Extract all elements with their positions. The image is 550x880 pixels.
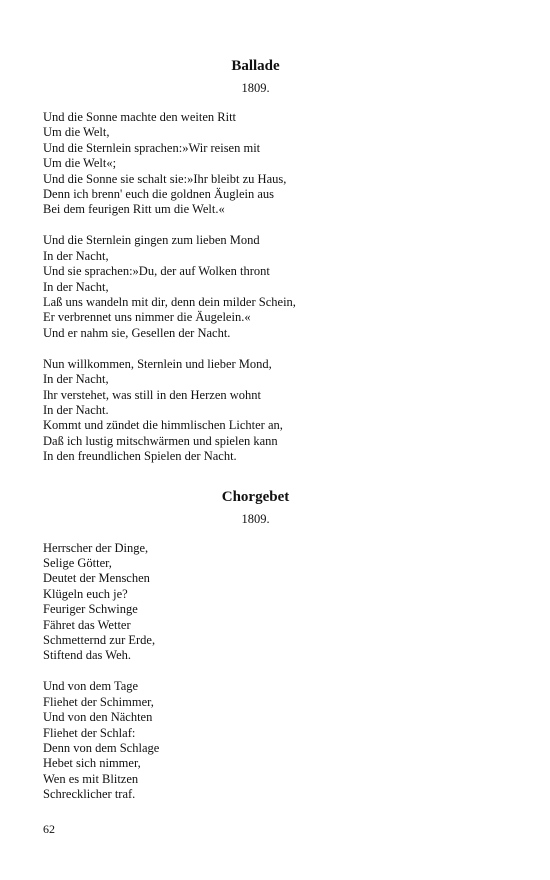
verse-line: Er verbrennet uns nimmer die Äugelein.« (43, 310, 251, 325)
verse-line: Um die Welt«; (43, 156, 117, 171)
stanza (43, 679, 468, 802)
verse-line: Schmetternd zur Erde, (43, 632, 156, 647)
poem-date: 1809. (241, 511, 270, 526)
verse-line: Und er nahm sie, Gesellen der Nacht. (43, 325, 231, 340)
verse-line: Selige Götter, (43, 555, 112, 570)
poem-title: Chorgebet (221, 488, 290, 505)
verse-line: In den freundlichen Spielen der Nacht. (43, 449, 237, 464)
verse-line: Ihr verstehet, was still in den Herzen wohnt (43, 387, 261, 402)
verse-line: In der Nacht, (43, 248, 109, 263)
verse-line: Laß uns wandeln mit dir, denn dein milder Schein, (43, 294, 296, 309)
verse-line: In der Nacht, (43, 372, 109, 387)
verse-line: Fähret das Wetter (43, 617, 131, 632)
verse-line: Und sie sprachen:»Du, der auf Wolken thront (43, 264, 270, 279)
verse-line: Und die Sonne sie schalt sie:»Ihr bleibt zu Haus, (43, 171, 287, 186)
verse-line: Bei dem feurigen Ritt um die Welt.« (43, 202, 225, 217)
stanza (43, 110, 468, 218)
verse-line: Fliehet der Schlaf: (43, 725, 136, 740)
stanzas (43, 541, 468, 803)
stanza (43, 541, 468, 664)
poem-chorgebet (43, 486, 468, 803)
verse-line: Wen es mit Blitzen (43, 771, 139, 786)
verse-line: Und die Sternlein sprachen:»Wir reisen mit (43, 140, 261, 155)
poem-ballade (43, 55, 468, 465)
verse-line: Und die Sonne machte den weiten Ritt (43, 110, 237, 124)
verse-line: Herrscher der Dinge, (43, 540, 149, 555)
verse-line: Und von dem Tage (43, 679, 139, 694)
stanza (43, 357, 468, 465)
verse-line: Daß ich lustig mitschwärmen und spielen kann (43, 433, 278, 448)
verse-line: Stiftend das Weh. (43, 648, 131, 663)
verse-line: In der Nacht. (43, 402, 109, 417)
verse-line: Um die Welt, (43, 125, 110, 140)
verse-line: Und die Sternlein gingen zum lieben Mond (43, 233, 260, 248)
verse-line: Nun willkommen, Sternlein und lieber Mond, (43, 356, 272, 371)
verse-line: Denn ich brenn' euch die goldnen Äuglein aus (43, 187, 275, 202)
stanzas (43, 110, 468, 465)
verse-line: In der Nacht, (43, 279, 109, 294)
verse-line: Deutet der Menschen (43, 571, 150, 586)
poem-date: 1809. (241, 81, 270, 95)
page-number: 62 (43, 822, 55, 836)
verse-line: Fliehet der Schimmer, (43, 694, 154, 709)
stanza (43, 233, 468, 341)
verse-line: Und von den Nächten (43, 710, 153, 725)
verse-line: Feuriger Schwinge (43, 602, 138, 617)
verse-line: Denn von dem Schlage (43, 740, 160, 755)
verse-line: Kommt und zündet die himmlischen Lichter an, (43, 418, 283, 433)
verse-line: Schrecklicher traf. (43, 787, 136, 802)
page-body (43, 55, 468, 803)
verse-line: Hebet sich nimmer, (43, 756, 141, 771)
verse-line: Klügeln euch je? (43, 586, 128, 601)
poem-title: Ballade (231, 58, 280, 74)
